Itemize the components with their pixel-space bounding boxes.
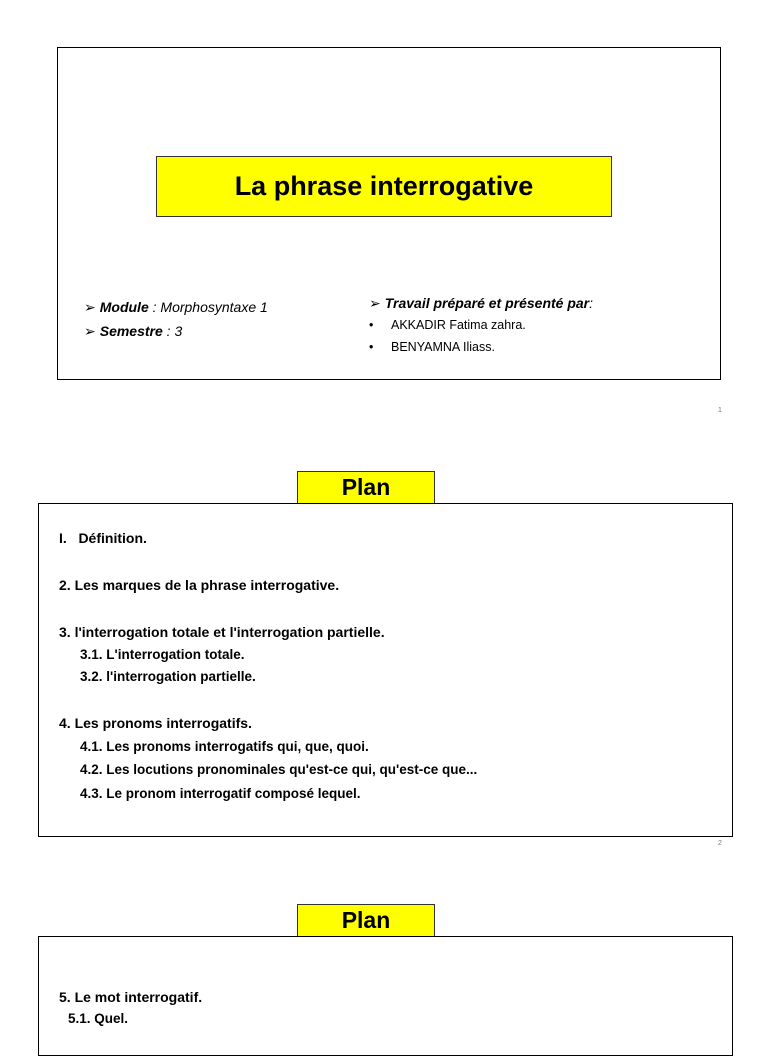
semestre-line [84,323,182,340]
plan-subitem: 5.1. Quel. [68,1011,129,1026]
slide-1-title-box [156,156,612,217]
travail-label: Travail préparé et présenté par [384,295,590,311]
author-name: BENYAMNA Iliass. [391,340,495,354]
travail-line [369,295,593,312]
arrow-icon: ➢ [369,295,381,311]
slide-1-title: La phrase interrogative [234,171,534,201]
arrow-icon: ➢ [84,299,96,315]
module-line [84,299,268,316]
bullet-icon: • [369,318,374,332]
page-number: 2 [718,840,722,847]
plan-heading-box [297,471,435,504]
plan-item: I. Définition. [59,530,147,546]
page-number: 1 [718,407,722,414]
author-item [369,318,526,332]
plan-heading-box [297,904,435,937]
plan-heading: Plan [341,474,391,500]
plan-subitem: 4.3. Le pronom interrogatif composé lequel. [80,786,361,801]
plan-item: 3. l'interrogation totale et l'interrogation partielle. [59,624,385,640]
module-label: Module [99,299,149,315]
plan-subitem: 3.2. l'interrogation partielle. [80,669,256,684]
semestre-label: Semestre [99,323,163,339]
plan-heading: Plan [341,907,391,933]
module-value: : Morphosyntaxe 1 [148,299,268,315]
plan-item: 2. Les marques de la phrase interrogative. [59,577,340,593]
plan-subitem: 4.2. Les locutions pronominales qu'est-ce qui, qu'est-ce que... [80,762,478,777]
plan-item: 4. Les pronoms interrogatifs. [59,715,252,731]
bullet-icon: • [369,340,374,354]
arrow-icon: ➢ [84,323,96,339]
semestre-value: : 3 [162,323,183,339]
author-name: AKKADIR Fatima zahra. [391,318,526,332]
plan-subitem: 4.1. Les pronoms interrogatifs qui, que, quoi. [80,739,369,754]
plan-item: 5. Le mot interrogatif. [59,989,203,1005]
travail-colon: : [589,295,594,311]
author-item [369,340,495,354]
plan-subitem: 3.1. L'interrogation totale. [80,647,245,662]
